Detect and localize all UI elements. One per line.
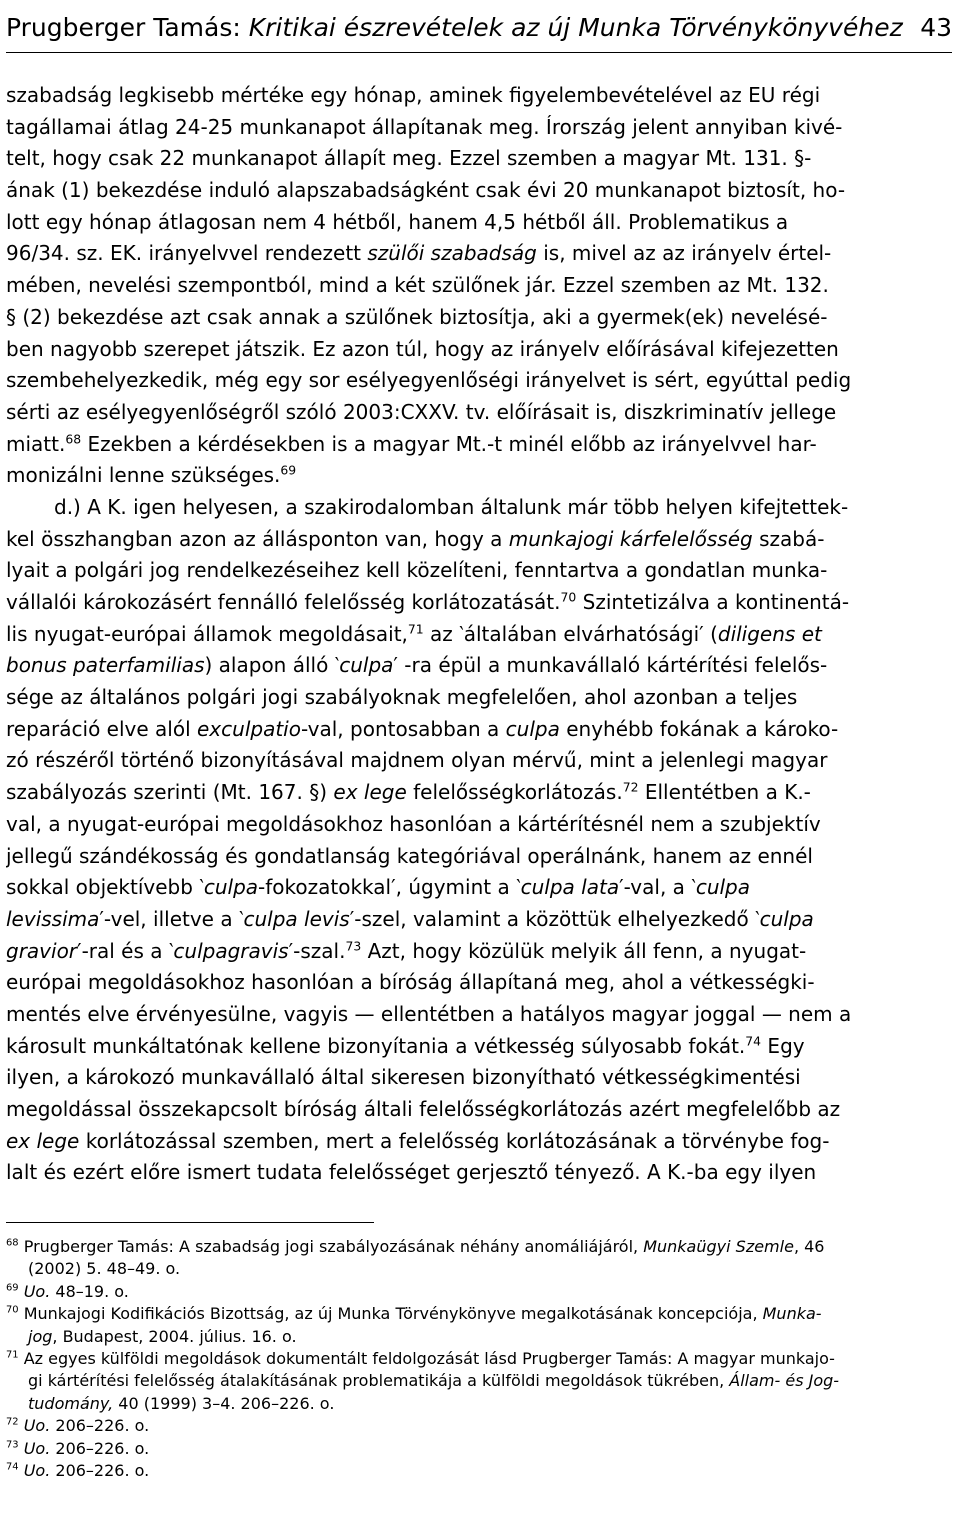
footnote-line: [6, 1258, 954, 1280]
body-line: [6, 112, 954, 144]
text-run: ′-vel, illetve a ‵: [99, 906, 244, 931]
italic-text: Uo.: [23, 1460, 51, 1480]
footnote-ref: 74: [745, 1032, 762, 1048]
italic-text: culpa lata: [520, 875, 620, 900]
footnote-ref: 73: [6, 1439, 19, 1451]
body-text: [6, 80, 954, 1189]
text-run: -val, pontosabban a: [300, 716, 506, 741]
footnote-ref: 72: [622, 779, 639, 795]
italic-text: culpa levis: [243, 906, 350, 931]
footnote-line: [6, 1348, 954, 1370]
italic-text: culpa: [695, 875, 751, 900]
footnote-line: [6, 1370, 954, 1392]
body-line: [6, 999, 954, 1031]
italic-text: exculpatio: [197, 716, 301, 741]
text-run: vállalói károkozásért fennálló felelősség korlátozatását.: [6, 590, 561, 614]
body-line: [6, 175, 954, 207]
body-line: [6, 80, 954, 112]
text-run: 40 (1999) 3–4. 206–226. o.: [113, 1393, 335, 1413]
italic-text: levissima: [6, 906, 100, 931]
footnote-ref: 70: [6, 1304, 19, 1316]
text-run: (2002) 5. 48–49. o.: [28, 1259, 181, 1279]
text-run: szembehelyezkedik, még egy sor esélyegyenlőségi irányelvet is sért, egyúttal pedig: [6, 368, 852, 393]
text-run: Ellentétben a K.-: [638, 780, 811, 805]
text-run: kel összhangban azon az állásponton van, hogy a: [6, 526, 509, 551]
text-run: Prugberger Tamás: A szabadság jogi szabályozásának néhány anomáliájáról,: [18, 1237, 644, 1256]
body-line: [6, 1031, 954, 1063]
body-line: [6, 777, 954, 809]
body-line: [6, 365, 954, 397]
body-line: [6, 904, 954, 936]
text-run: , 46: [793, 1237, 825, 1256]
text-run: 206–226. o.: [50, 1460, 150, 1480]
footnote-line: [6, 1326, 954, 1348]
text-run: felelősségkorlátozás.: [406, 780, 623, 805]
text-run: ának (1) bekezdése induló alapszabadságként csak évi 20 munkanapot biztosít, ho-: [6, 178, 846, 203]
footnote-line: [6, 1281, 954, 1303]
text-run: megoldással összekapcsolt bíróság általi felelősségkorlátozás azért megfelelőbb az: [6, 1097, 841, 1121]
footnote-line: [6, 1393, 954, 1415]
text-run: zó részéről történő bizonyításával majdnem olyan mérvű, mint a jelenlegi magyar: [6, 748, 828, 773]
body-line: [6, 524, 954, 556]
footnote-ref: 68: [6, 1237, 19, 1249]
text-run: monizálni lenne szükséges.: [6, 463, 281, 488]
body-line: [6, 650, 954, 682]
body-line: [6, 555, 954, 587]
text-run: 206–226. o.: [50, 1438, 150, 1458]
body-line: [6, 872, 954, 904]
header-title: [6, 13, 903, 42]
footnote-line: [6, 1303, 954, 1325]
italic-text: szülői szabadság: [367, 241, 537, 266]
text-run: miatt.: [6, 431, 66, 456]
text-run: lis nyugat-európai államok megoldásait,: [6, 621, 408, 646]
italic-text: ex lege: [333, 780, 407, 805]
text-run: ′-szal.: [288, 938, 346, 963]
text-run: Az egyes külföldi megoldások dokumentált feldolgozását lásd Prugberger Tamás: A magyar munkajo-: [18, 1348, 835, 1368]
text-run: Egy: [761, 1033, 805, 1058]
body-line: [6, 967, 954, 999]
text-run: d.) A K. igen helyesen, a szakirodalomban általunk már több helyen kifejtettek-: [54, 494, 849, 519]
page-number: 43: [920, 13, 952, 42]
italic-text: Munkaügyi Szemle: [643, 1237, 794, 1256]
italic-text: Uo.: [23, 1281, 51, 1301]
footnote-ref: 69: [280, 462, 297, 478]
body-line: [6, 460, 954, 492]
header-author: Prugberger Tamás:: [6, 13, 249, 42]
text-run: Szintetizálva a kontinentá-: [576, 590, 850, 614]
header-rule: [6, 52, 952, 53]
running-header: [6, 8, 952, 48]
text-run: Munkajogi Kodifikációs Bizottság, az új Munka Törvénykönyve megalkotásának koncepciója,: [18, 1304, 763, 1324]
text-run: európai megoldásokhoz hasonlóan a bíróság állapítaná meg, ahol a vétkességki-: [6, 970, 815, 995]
body-line: [6, 143, 954, 175]
body-line: [6, 587, 954, 619]
italic-text: diligens et: [717, 621, 822, 646]
text-run: 48–19. o.: [50, 1281, 129, 1301]
text-run: szabályozás szerinti (Mt. 167. §): [6, 780, 334, 805]
text-run: Ezekben a kérdésekben is a magyar Mt.-t minél előbb az irányelvvel har-: [81, 431, 817, 456]
italic-text: ex lege: [6, 1128, 80, 1153]
text-run: enyhébb fokának a károko-: [559, 716, 839, 741]
footnote-ref: 69: [6, 1282, 19, 1294]
italic-text: culpa: [339, 653, 394, 678]
body-line: [6, 841, 954, 873]
footnote-ref: 71: [6, 1349, 19, 1361]
text-run: lott egy hónap átlagosan nem 4 hétből, hanem 4,5 hétből áll. Problematikus a: [6, 209, 789, 234]
italic-text: culpa: [759, 906, 814, 931]
text-run: sokkal objektívebb ‵: [6, 875, 204, 900]
text-run: ) alapon álló ‵: [204, 653, 340, 678]
italic-text: Munka-: [762, 1304, 822, 1324]
text-run: § (2) bekezdése azt csak annak a szülőnek biztosítja, aki a gyermek(ek) nevelésé-: [6, 304, 828, 329]
text-run: telt, hogy csak 22 munkanapot állapít meg. Ezzel szemben a magyar Mt. 131. §-: [6, 146, 812, 171]
text-run: lyait a polgári jog rendelkezéseihez kell közelíteni, fenntartva a gondatlan munka-: [6, 558, 828, 583]
text-run: károsult munkáltatónak kellene bizonyítania a vétkesség súlyosabb fokát.: [6, 1033, 746, 1058]
header-work-title: Kritikai észrevételek az új Munka Törvénykönyvéhez: [248, 13, 903, 42]
body-line: [6, 207, 954, 239]
italic-text: Uo.: [23, 1438, 51, 1458]
body-line: [6, 1094, 954, 1126]
body-line: [6, 492, 954, 524]
body-line: [6, 619, 954, 651]
footnote-line: [6, 1415, 954, 1437]
body-line: [6, 302, 954, 334]
footnote-ref: 74: [6, 1461, 19, 1473]
text-run: ben nagyobb szerepet játszik. Ez azon túl, hogy az irányelv előírásával kifejezetten: [6, 336, 839, 361]
text-run: Azt, hogy közülük melyik áll fenn, a nyugat-: [361, 938, 807, 963]
text-run: 206–226. o.: [50, 1416, 150, 1436]
body-line: [6, 1062, 954, 1094]
italic-text: culpagravis: [173, 938, 289, 963]
text-run: sége az általános polgári jogi szabályoknak megfelelően, ahol azonban a teljes: [6, 685, 798, 710]
text-run: reparáció elve alól: [6, 716, 197, 741]
text-run: is, mivel az az irányelv értel-: [536, 241, 832, 266]
body-line: [6, 1157, 954, 1189]
body-line: [6, 429, 954, 461]
footnote-ref: 72: [6, 1416, 19, 1428]
text-run: 96/34. sz. EK. irányelvvel rendezett: [6, 241, 368, 266]
text-run: sérti az esélyegyenlőségről szóló 2003:CXXV. tv. előírásait is, diszkriminatív jellege: [6, 399, 837, 424]
italic-text: culpa: [505, 716, 560, 741]
text-run: az ‵általában elvárhatósági′ (: [423, 621, 718, 646]
footnote-separator: [6, 1222, 374, 1223]
text-run: , Budapest, 2004. július. 16. o.: [52, 1326, 297, 1346]
footnote-ref: 68: [65, 430, 82, 446]
body-line: [6, 270, 954, 302]
italic-text: bonus paterfamilias: [6, 653, 205, 678]
footnote-line: [6, 1236, 954, 1258]
footnote-line: [6, 1438, 954, 1460]
text-run: gi kártérítési felelősség átalakításának problematikája a külföldi megoldások tükrében,: [28, 1371, 730, 1391]
text-run: mentés elve érvényesülne, vagyis — ellentétben a hatályos magyar joggal — nem a: [6, 1001, 852, 1026]
text-run: ′-ral és a ‵: [77, 938, 174, 963]
body-line: [6, 334, 954, 366]
body-line: [6, 238, 954, 270]
text-run: ′ -ra épül a munkavállaló kártérítési felelős-: [393, 653, 828, 678]
footnotes: [6, 1236, 954, 1482]
text-run: szabá-: [752, 526, 825, 551]
text-run: val, a nyugat-európai megoldásokhoz hasonlóan a kártérítésnél nem a szubjektív: [6, 811, 821, 836]
italic-text: munkajogi kárfelelősség: [508, 526, 753, 551]
body-line: [6, 809, 954, 841]
text-run: korlátozással szemben, mert a felelősség korlátozásának a törvénybe fog-: [79, 1128, 830, 1153]
text-run: mében, nevelési szempontból, mind a két szülőnek jár. Ezzel szemben az Mt. 132.: [6, 273, 829, 298]
body-line: [6, 936, 954, 968]
body-line: [6, 682, 954, 714]
text-run: ′-val, a ‵: [619, 875, 696, 900]
body-line: [6, 397, 954, 429]
body-line: [6, 714, 954, 746]
italic-text: gravior: [6, 938, 78, 963]
italic-text: tudomány,: [28, 1393, 114, 1413]
footnote-ref: 70: [560, 589, 577, 605]
text-run: lalt és ezért előre ismert tudata felelősséget gerjesztő tényező. A K.-ba egy ilyen: [6, 1160, 817, 1185]
italic-text: jog: [28, 1326, 53, 1346]
text-run: ilyen, a károkozó munkavállaló által sikeresen bizonyítható vétkességkimentési: [6, 1065, 801, 1090]
body-line: [6, 1126, 954, 1158]
text-run: szabadság legkisebb mértéke egy hónap, aminek figyelembevételével az EU régi: [6, 83, 821, 107]
text-run: -fokozatokkal′, úgymint a ‵: [258, 875, 521, 900]
italic-text: Állam- és Jog-: [729, 1371, 840, 1391]
text-run: ′-szel, valamint a közöttük elhelyezkedő ‵: [349, 906, 760, 931]
italic-text: culpa: [203, 875, 259, 900]
text-run: tagállamai átlag 24-25 munkanapot állapítanak meg. Írország jelent annyiban kivé-: [6, 114, 843, 139]
footnote-ref: 71: [407, 621, 424, 637]
text-run: jellegű szándékosság és gondatlanság kategóriával operálnánk, hanem az ennél: [6, 843, 813, 868]
body-line: [6, 745, 954, 777]
italic-text: Uo.: [23, 1416, 51, 1436]
footnote-line: [6, 1460, 954, 1482]
footnote-ref: 73: [345, 937, 362, 953]
